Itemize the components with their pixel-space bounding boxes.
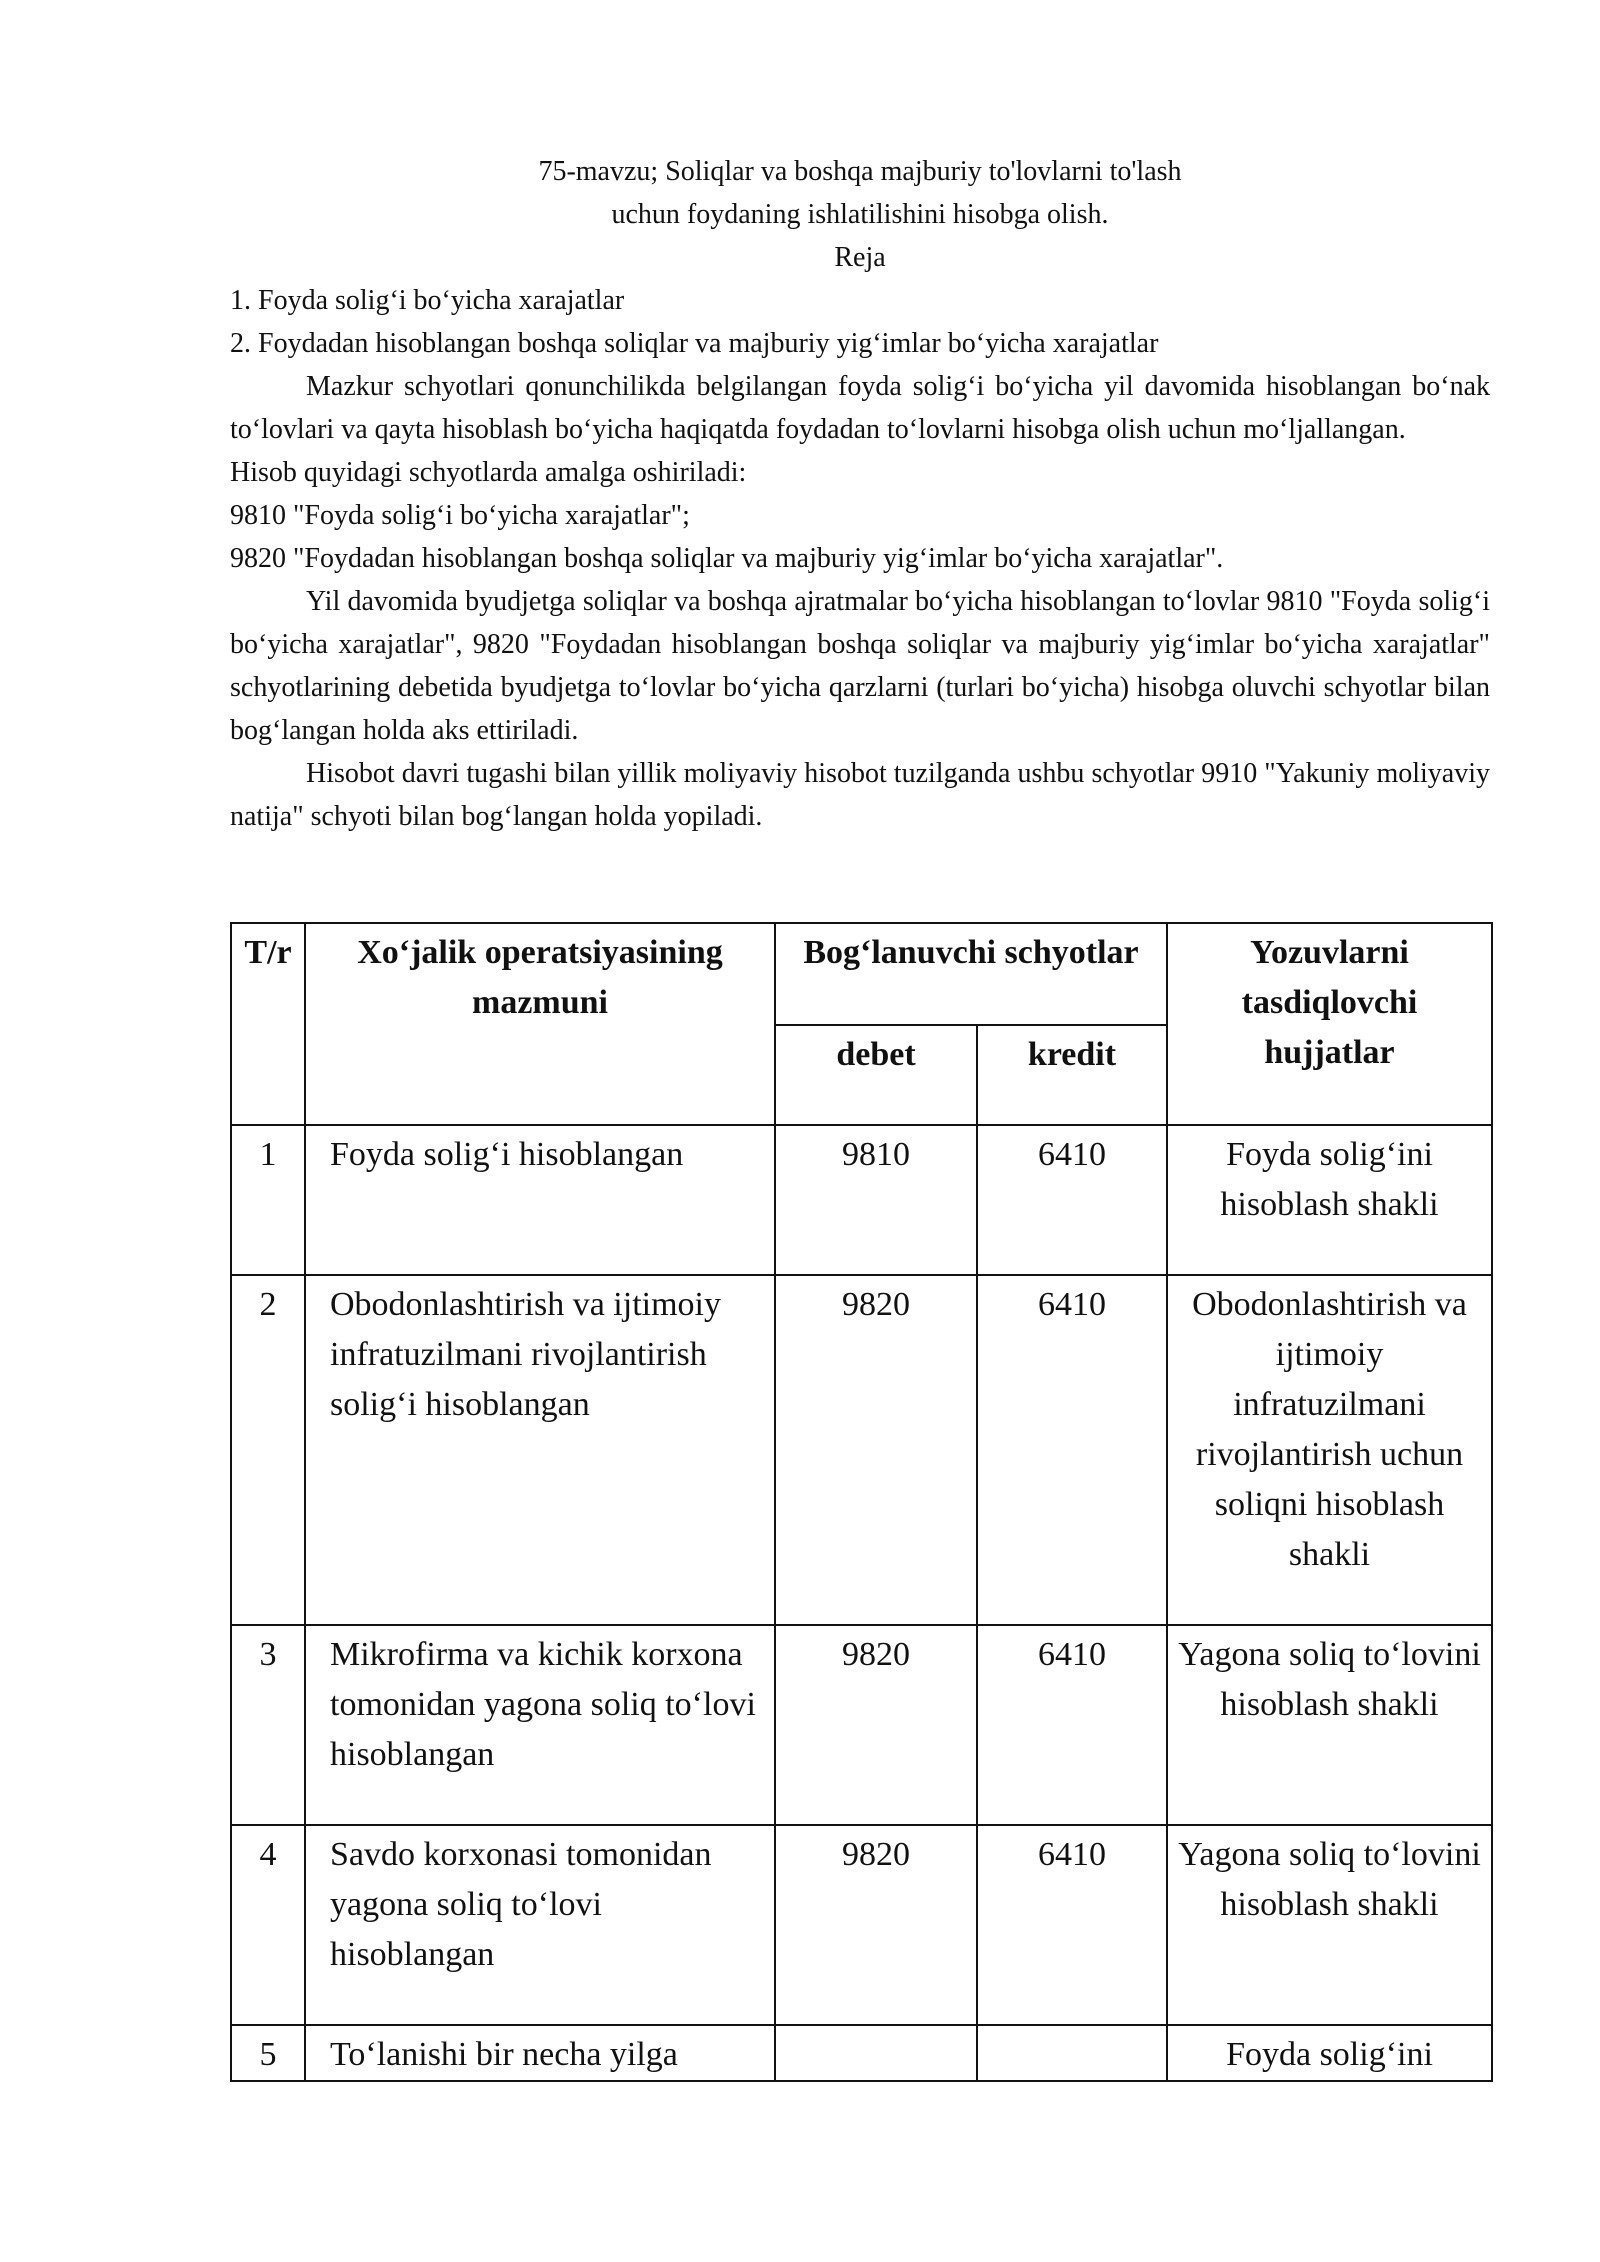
row-debit: 9820 [775, 1825, 977, 2025]
row-debit: 9820 [775, 1625, 977, 1825]
row-credit: 6410 [977, 1625, 1167, 1825]
row-number: 1 [231, 1125, 305, 1275]
ledger-table [230, 922, 1493, 2082]
row-documents: Foyda solig‘ini hisoblash shakli [1167, 1125, 1492, 1275]
header-supporting-documents: Yozuvlarni tasdiqlovchi hujjatlar [1167, 923, 1492, 1125]
row-number: 4 [231, 1825, 305, 2025]
table-row [231, 1125, 1492, 1275]
row-debit: 9820 [775, 1275, 977, 1625]
accounts-intro-line: Hisob quyidagi schyotlarda amalga oshiriladi: [230, 457, 747, 488]
row-documents: Yagona soliq to‘lovini hisoblash shakli [1167, 1625, 1492, 1825]
table-row [231, 1825, 1492, 2025]
row-credit: 6410 [977, 1125, 1167, 1275]
header-credit: kredit [977, 1025, 1167, 1125]
row-credit: 6410 [977, 1275, 1167, 1625]
row-content: To‘lanishi bir necha yilga [305, 2025, 775, 2081]
document-page [230, 150, 1490, 838]
header-linked-accounts: Bog‘lanuvchi schyotlar [775, 923, 1167, 1025]
header-operation-content: Xo‘jalik operatsiyasining mazmuni [305, 923, 775, 1125]
table-row [231, 1275, 1492, 1625]
table-row [231, 2025, 1492, 2081]
row-content: Foyda solig‘i hisoblangan [305, 1125, 775, 1275]
intro-paragraph: Mazkur schyotlari qonunchilikda belgilangan foyda solig‘i bo‘yicha yil davomida hisoblangan bo‘nak to‘lovlari va qayta hisoblash bo‘yicha haqiqatda foydadan to‘lovlarni hisobga olish uchun mo‘ljallangan. [230, 371, 1490, 445]
plan-item-2: 2. Foydadan hisoblangan boshqa soliqlar va majburiy yig‘imlar bo‘yicha xarajatlar [230, 328, 1159, 359]
row-debit [775, 2025, 977, 2081]
row-documents: Foyda solig‘ini [1167, 2025, 1492, 2081]
row-documents: Yagona soliq to‘lovini hisoblash shakli [1167, 1825, 1492, 2025]
document-title-line-2: uchun foydaning ishlatilishini hisobga olish. [611, 199, 1109, 230]
row-documents: Obodonlashtirish va ijtimoiy infratuzilmani rivojlantirish uchun soliqni hisoblash shakli [1167, 1275, 1492, 1625]
yearly-payments-paragraph: Yil davomida byudjetga soliqlar va boshqa ajratmalar bo‘yicha hisoblangan to‘lovlar 9810 "Foyda solig‘i bo‘yicha xarajatlar", 9820 "Foydadan hisoblangan boshqa soliqlar va majburiy yig‘imlar bo‘yicha xarajatlar" schyotlarining debetida byudjetga to‘lovlar bo‘yicha qarzlarni (turlari bo‘yicha) hisobga oluvchi schyotlar bilan bog‘langan holda aks ettiriladi. [230, 586, 1490, 746]
row-credit: 6410 [977, 1825, 1167, 2025]
row-debit: 9810 [775, 1125, 977, 1275]
row-number: 2 [231, 1275, 305, 1625]
row-content: Obodonlashtirish va ijtimoiy infratuzilmani rivojlantirish solig‘i hisoblangan [305, 1275, 775, 1625]
plan-heading: Reja [834, 242, 886, 273]
header-debit: debet [775, 1025, 977, 1125]
header-number: T/r [231, 923, 305, 1125]
closing-paragraph: Hisobot davri tugashi bilan yillik moliyaviy hisobot tuzilganda ushbu schyotlar 9910 "Yakuniy moliyaviy natija" schyoti bilan bog‘langan holda yopiladi. [230, 758, 1490, 832]
row-number: 5 [231, 2025, 305, 2081]
row-number: 3 [231, 1625, 305, 1825]
row-content: Mikrofirma va kichik korxona tomonidan yagona soliq to‘lovi hisoblangan [305, 1625, 775, 1825]
table-row [231, 1625, 1492, 1825]
document-title-line-1: 75-mavzu; Soliqlar va boshqa majburiy to'lovlarni to'lash [538, 156, 1182, 187]
row-credit [977, 2025, 1167, 2081]
row-content: Savdo korxonasi tomonidan yagona soliq to‘lovi hisoblangan [305, 1825, 775, 2025]
account-9820-line: 9820 "Foydadan hisoblangan boshqa soliqlar va majburiy yig‘imlar bo‘yicha xarajatlar". [230, 543, 1224, 574]
plan-item-1: 1. Foyda solig‘i bo‘yicha xarajatlar [230, 285, 625, 316]
account-9810-line: 9810 "Foyda solig‘i bo‘yicha xarajatlar"; [230, 500, 690, 531]
